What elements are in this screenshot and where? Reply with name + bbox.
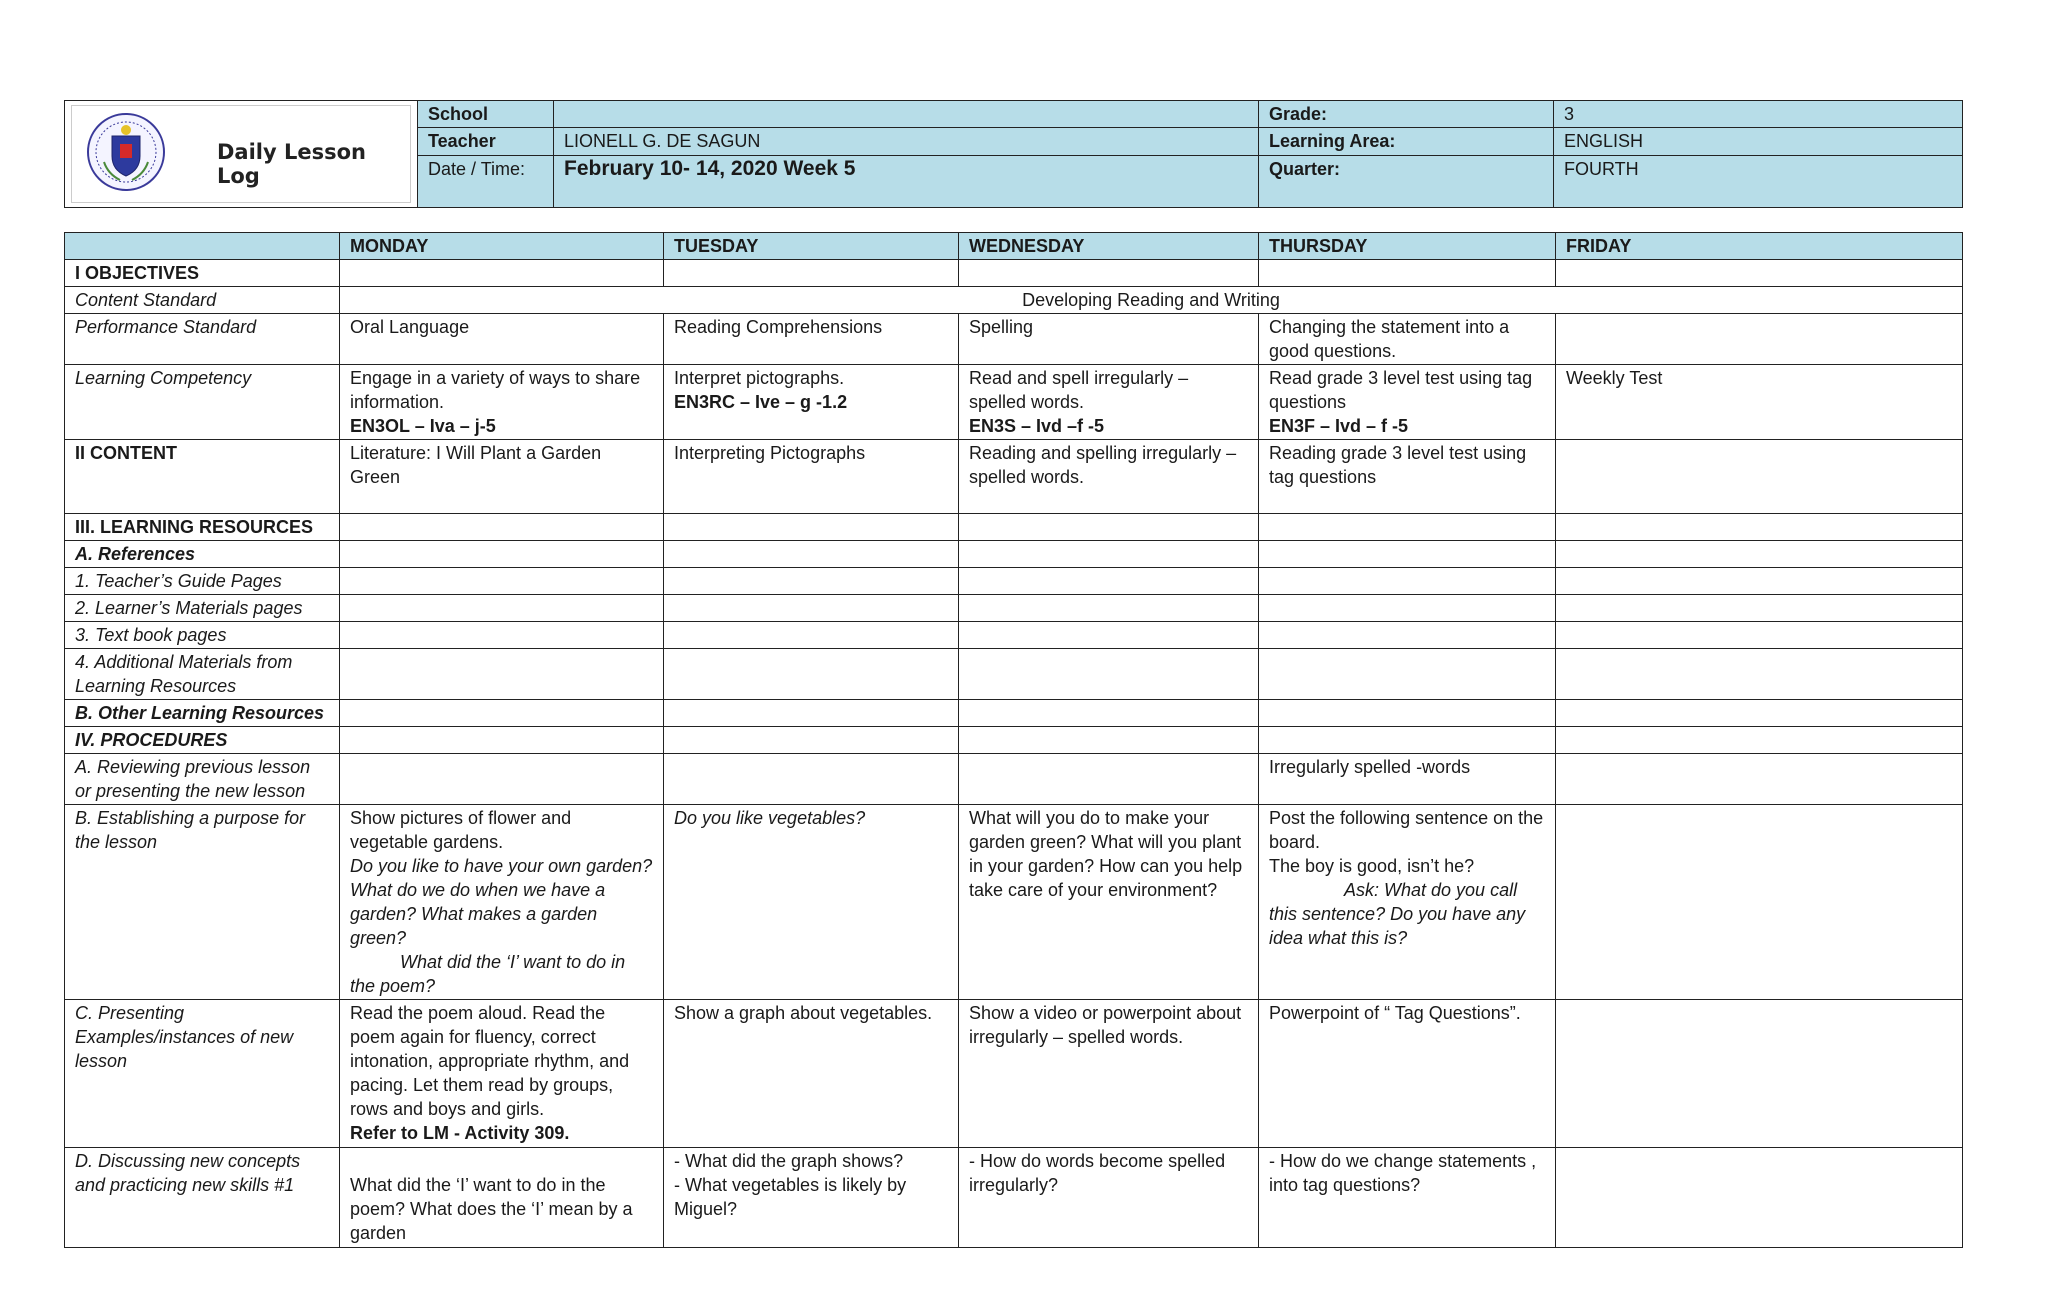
resources-heading: III. LEARNING RESOURCES	[65, 514, 340, 541]
proc-b-thu-2: The boy is good, isn’t he?	[1269, 856, 1475, 876]
proc-c-mon	[340, 1000, 664, 1148]
proc-d-tue-1: - What did the graph shows?	[674, 1151, 904, 1171]
competency-wed-code: EN3S – Ivd –f -5	[969, 416, 1105, 436]
teacher-label: Teacher	[418, 128, 554, 155]
proc-d-label: D. Discussing new concepts and practicing new skills #1	[65, 1148, 340, 1248]
proc-b-mon-3: What did the ‘I’ want to do in the poem?	[350, 952, 626, 996]
proc-b-thu	[1259, 805, 1556, 1000]
proc-d-thu: - How do we change statements , into tag questions?	[1259, 1148, 1556, 1248]
logo-box	[71, 105, 411, 203]
teacher-value: LIONELL G. DE SAGUN	[554, 128, 1259, 155]
competency-wed-text: Read and spell irregularly – spelled words.	[969, 368, 1189, 412]
content-wed: Reading and spelling irregularly – spelled words.	[959, 440, 1259, 514]
grade-value: 3	[1554, 101, 1963, 128]
performance-wed: Spelling	[959, 314, 1259, 365]
proc-d-tue	[664, 1148, 959, 1248]
content-heading: II CONTENT	[65, 440, 340, 514]
table-row	[65, 805, 1963, 1000]
table-row	[65, 1000, 1963, 1148]
table-row	[65, 365, 1963, 440]
quarter-label: Quarter:	[1259, 155, 1554, 208]
proc-c-thu: Powerpoint of “ Tag Questions”.	[1259, 1000, 1556, 1148]
proc-b-tue: Do you like vegetables?	[664, 805, 959, 1000]
content-tue: Interpreting Pictographs	[664, 440, 959, 514]
proc-c-wed: Show a video or powerpoint about irregularly – spelled words.	[959, 1000, 1259, 1148]
day-friday: FRIDAY	[1556, 233, 1963, 260]
content-mon: Literature: I Will Plant a Garden Green	[340, 440, 664, 514]
proc-d-mon-text: What did the ‘I’ want to do in the poem? What does the ‘I’ mean by a garden	[350, 1175, 633, 1243]
deped-seal-icon	[86, 112, 166, 192]
table-row	[65, 622, 1963, 649]
learning-competency-label: Learning Competency	[65, 365, 340, 440]
content-standard-label: Content Standard	[65, 287, 340, 314]
day-wednesday: WEDNESDAY	[959, 233, 1259, 260]
objectives-heading: I OBJECTIVES	[65, 260, 340, 287]
competency-tue	[664, 365, 959, 440]
competency-tue-code: EN3RC – Ive – g -1.2	[674, 392, 848, 412]
lm-pages-label: 2. Learner’s Materials pages	[65, 595, 340, 622]
performance-mon: Oral Language	[340, 314, 664, 365]
proc-d-wed: - How do words become spelled irregularly?	[959, 1148, 1259, 1248]
proc-b-mon-1: Show pictures of flower and vegetable gardens.	[350, 808, 572, 852]
table-row	[65, 595, 1963, 622]
proc-b-thu-3: Ask: What do you call this sentence? Do you have any idea what this is?	[1269, 880, 1526, 948]
table-row	[65, 233, 1963, 260]
school-label: School	[418, 101, 554, 128]
proc-a-thu: Irregularly spelled -words	[1259, 754, 1556, 805]
table-row	[65, 1148, 1963, 1248]
header-table	[64, 100, 1963, 208]
lesson-log-table	[64, 232, 1963, 1248]
table-row	[65, 260, 1963, 287]
table-row	[65, 541, 1963, 568]
table-row	[65, 727, 1963, 754]
grade-label: Grade:	[1259, 101, 1554, 128]
learning-area-value: ENGLISH	[1554, 128, 1963, 155]
quarter-value: FOURTH	[1554, 155, 1963, 208]
references-heading: A. References	[65, 541, 340, 568]
learning-area-label: Learning Area:	[1259, 128, 1554, 155]
table-row	[65, 287, 1963, 314]
competency-tue-text: Interpret pictographs.	[674, 368, 845, 388]
content-thu: Reading grade 3 level test using tag questions	[1259, 440, 1556, 514]
day-tuesday: TUESDAY	[664, 233, 959, 260]
proc-c-label: C. Presenting Examples/instances of new lesson	[65, 1000, 340, 1148]
proc-c-mon-text: Read the poem aloud. Read the poem again for fluency, correct intonation, appropriate rhythm, and pacing. Let them read by groups, rows and boys and girls.	[350, 1003, 630, 1119]
day-thursday: THURSDAY	[1259, 233, 1556, 260]
tg-pages-label: 1. Teacher’s Guide Pages	[65, 568, 340, 595]
table-row	[65, 754, 1963, 805]
school-value	[554, 101, 1259, 128]
competency-fri: Weekly Test	[1556, 365, 1963, 440]
proc-b-label: B. Establishing a purpose for the lesson	[65, 805, 340, 1000]
other-resources-label: B. Other Learning Resources	[65, 700, 340, 727]
performance-standard-label: Performance Standard	[65, 314, 340, 365]
proc-b-wed: What will you do to make your garden green? What will you plant in your garden? How can you help take care of your environment?	[959, 805, 1259, 1000]
logo-cell	[65, 101, 418, 208]
competency-thu-text: Read grade 3 level test using tag questions	[1269, 368, 1533, 412]
competency-thu	[1259, 365, 1556, 440]
proc-b-mon-2: Do you like to have your own garden? What do we do when we have a garden? What makes a garden green?	[350, 856, 653, 948]
proc-a-label: A. Reviewing previous lesson or presenting the new lesson	[65, 754, 340, 805]
corner-cell	[65, 233, 340, 260]
date-value: February 10- 14, 2020 Week 5	[554, 155, 1259, 208]
table-row	[65, 440, 1963, 514]
performance-tue: Reading Comprehensions	[664, 314, 959, 365]
competency-mon	[340, 365, 664, 440]
performance-thu: Changing the statement into a good questions.	[1259, 314, 1556, 365]
proc-d-mon	[340, 1148, 664, 1248]
table-row	[65, 700, 1963, 727]
proc-b-mon	[340, 805, 664, 1000]
competency-thu-code: EN3F – Ivd – f -5	[1269, 416, 1409, 436]
table-row	[65, 568, 1963, 595]
content-standard-value: Developing Reading and Writing	[340, 287, 1963, 314]
table-row	[65, 649, 1963, 700]
proc-c-tue: Show a graph about vegetables.	[664, 1000, 959, 1148]
proc-b-thu-1: Post the following sentence on the board.	[1269, 808, 1544, 852]
competency-mon-code: EN3OL – Iva – j-5	[350, 416, 496, 436]
competency-wed	[959, 365, 1259, 440]
textbook-pages-label: 3. Text book pages	[65, 622, 340, 649]
procedures-heading: IV. PROCEDURES	[65, 727, 340, 754]
proc-d-tue-2: - What vegetables is likely by Miguel?	[674, 1175, 907, 1219]
additional-materials-label: 4. Additional Materials from Learning Resources	[65, 649, 340, 700]
table-row	[65, 314, 1963, 365]
table-row	[65, 514, 1963, 541]
date-label: Date / Time:	[418, 155, 554, 208]
proc-c-mon-ref: Refer to LM - Activity 309.	[350, 1123, 570, 1143]
day-monday: MONDAY	[340, 233, 664, 260]
competency-mon-text: Engage in a variety of ways to share information.	[350, 368, 641, 412]
document-title: Daily Lesson Log	[217, 140, 366, 188]
